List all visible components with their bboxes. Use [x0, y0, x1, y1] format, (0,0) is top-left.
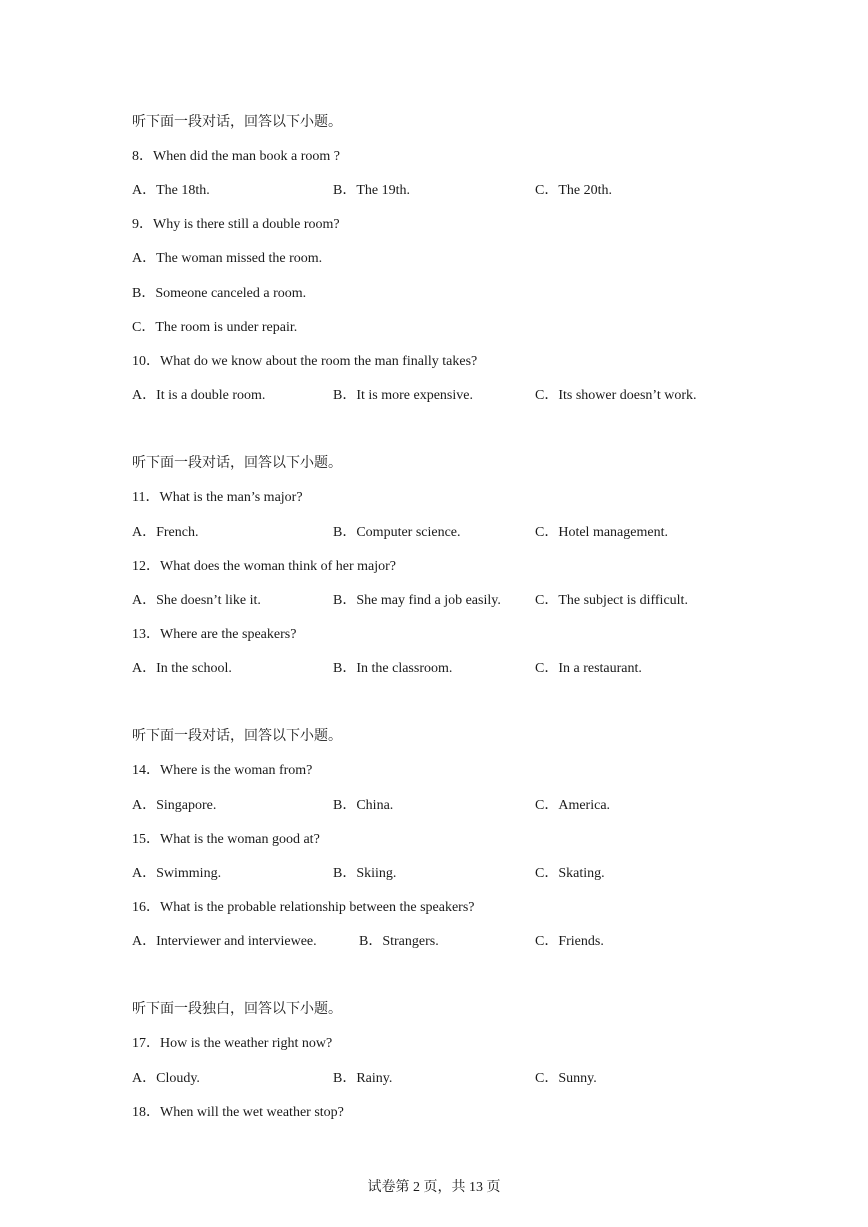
option-c: C．Friends.	[535, 934, 604, 949]
question-stem: 18．When will the wet weather stop?	[132, 1105, 344, 1120]
option-a: A．Cloudy.	[132, 1071, 200, 1086]
question-stem: 17．How is the weather right now?	[132, 1036, 333, 1051]
option-a: A．She doesn’t like it.	[132, 593, 261, 608]
option-b: B．Skiing.	[333, 866, 397, 881]
question-stem: 16．What is the probable relationship between the speakers?	[132, 900, 475, 915]
question-stem: 8．When did the man book a room ?	[132, 149, 341, 164]
section-instruction: 听下面一段独白，回答以下小题。	[132, 1002, 342, 1017]
option-b: B．She may find a job easily.	[333, 593, 501, 608]
option-c: C．The room is under repair.	[132, 320, 298, 335]
option-a: A．Swimming.	[132, 866, 222, 881]
option-b: B．Strangers.	[359, 934, 439, 949]
question-stem: 13．Where are the speakers?	[132, 627, 297, 642]
question-stem: 12．What does the woman think of her major?	[132, 559, 396, 574]
option-a: A．Interviewer and interviewee.	[132, 934, 317, 949]
question-stem: 9．Why is there still a double room?	[132, 217, 340, 232]
question-stem: 15．What is the woman good at?	[132, 832, 320, 847]
option-b: B．China.	[333, 798, 394, 813]
option-a: A．Singapore.	[132, 798, 217, 813]
option-c: C．Sunny.	[535, 1071, 597, 1086]
option-b: B．Someone canceled a room.	[132, 286, 307, 301]
question-stem: 10．What do we know about the room the man finally takes?	[132, 354, 478, 369]
option-a: A．The 18th.	[132, 183, 210, 198]
option-b: B．In the classroom.	[333, 661, 453, 676]
option-c: C．Its shower doesn’t work.	[535, 388, 697, 403]
option-c: C．Skating.	[535, 866, 605, 881]
option-b: B．It is more expensive.	[333, 388, 473, 403]
section-instruction: 听下面一段对话，回答以下小题。	[132, 729, 342, 744]
option-c: C．The subject is difficult.	[535, 593, 688, 608]
option-c: C．Hotel management.	[535, 525, 668, 540]
section-instruction: 听下面一段对话，回答以下小题。	[132, 115, 342, 130]
option-c: C．America.	[535, 798, 611, 813]
page-footer: 试卷第 2 页，共 13 页	[367, 1180, 501, 1195]
section-instruction: 听下面一段对话，回答以下小题。	[132, 456, 342, 471]
option-a: A．In the school.	[132, 661, 232, 676]
option-b: B．Rainy.	[333, 1071, 393, 1086]
option-a: A．The woman missed the room.	[132, 251, 323, 266]
option-a: A．French.	[132, 525, 199, 540]
option-b: B．The 19th.	[333, 183, 410, 198]
option-a: A．It is a double room.	[132, 388, 266, 403]
option-b: B．Computer science.	[333, 525, 461, 540]
question-stem: 11．What is the man’s major?	[132, 490, 303, 505]
option-c: C．In a restaurant.	[535, 661, 642, 676]
question-stem: 14．Where is the woman from?	[132, 763, 313, 778]
option-c: C．The 20th.	[535, 183, 612, 198]
